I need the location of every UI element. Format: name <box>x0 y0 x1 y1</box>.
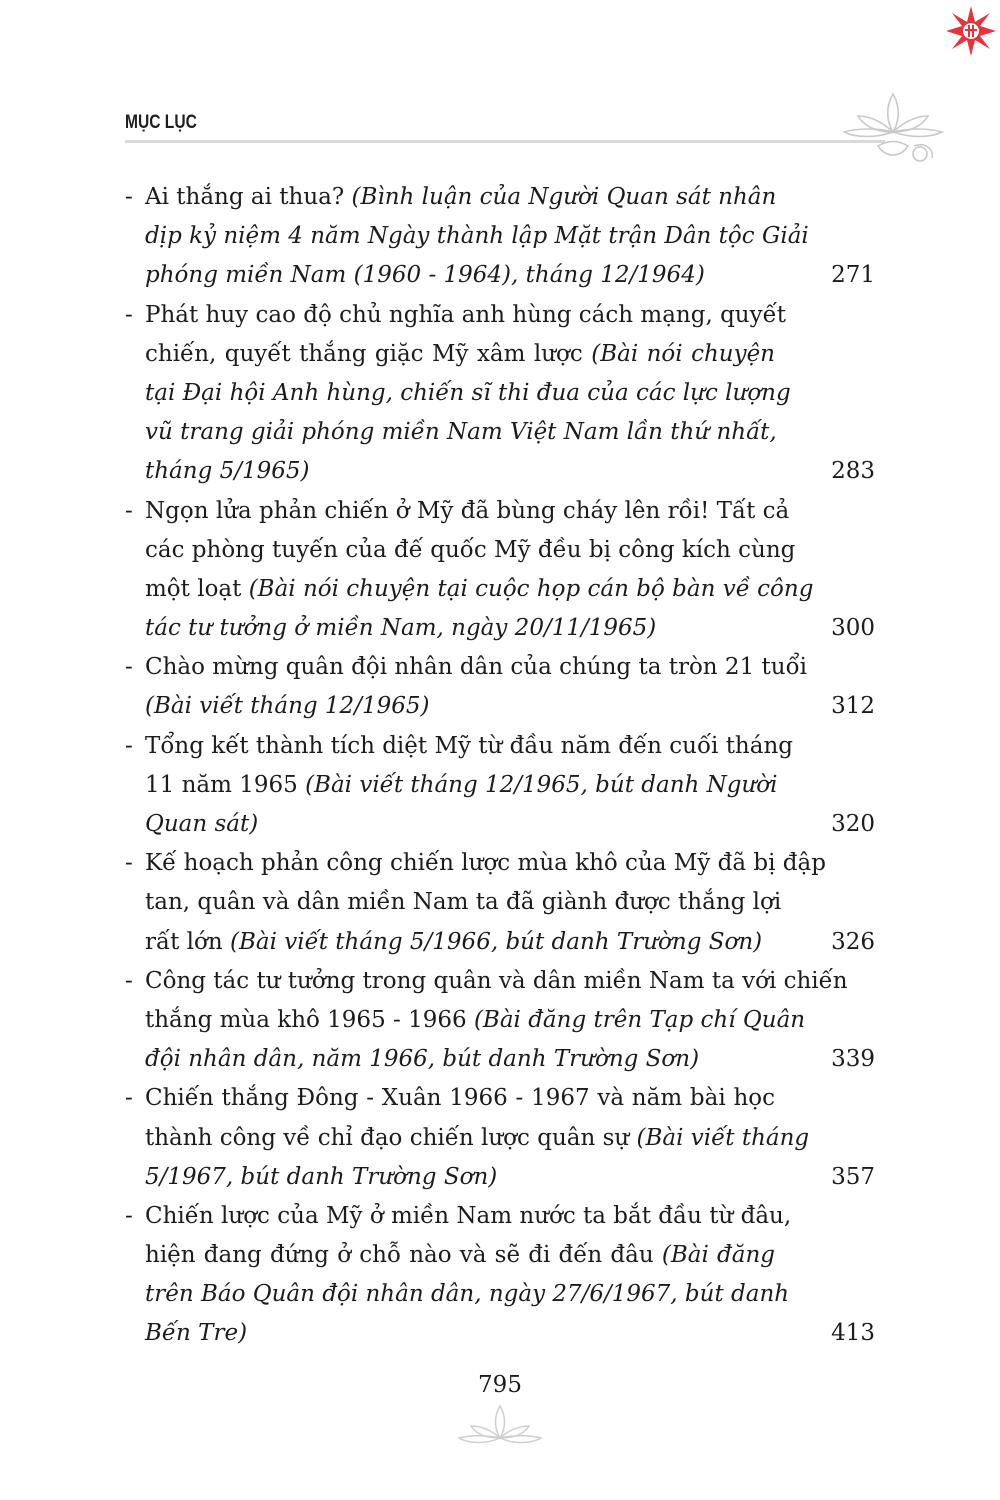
toc-entry-line <box>125 296 786 335</box>
entry-dash: - <box>125 967 133 994</box>
entry-source-text: (Bài viết tháng 12/1965) <box>145 693 430 720</box>
entry-source-text: (Bài nói chuyện tại cuộc họp cán bộ bàn về công <box>248 575 814 602</box>
toc-entry-line <box>125 648 807 687</box>
toc-entry-line <box>125 844 826 883</box>
entry-source-text: tác tư tưởng ở miền Nam, ngày 20/11/1965) <box>145 615 657 642</box>
entry-dash: - <box>125 850 133 877</box>
toc-entry <box>125 844 885 962</box>
toc-entry-line <box>125 531 796 570</box>
entry-title-text: Chào mừng quân đội nhân dân của chúng ta tròn 21 tuổi <box>145 654 807 681</box>
entry-source-text: tại Đại hội Anh hùng, chiến sĩ thi đua của các lực lượng <box>145 379 791 406</box>
toc-entry-line <box>125 1119 810 1158</box>
entry-title-text: Ngọn lửa phản chiến ở Mỹ đã bùng cháy lên rồi! Tất cả <box>145 497 790 524</box>
entry-dash: - <box>125 301 133 328</box>
entry-page-number: 320 <box>831 811 875 837</box>
toc-entry-line <box>125 687 775 726</box>
entry-source-text: 5/1967, bút danh Trường Sơn) <box>145 1163 498 1190</box>
entry-source-text: (Bài đăng <box>661 1242 775 1269</box>
toc-entry-line <box>125 413 775 452</box>
entry-source-text: (Bài đăng trên Tạp chí Quân <box>473 1006 806 1033</box>
entry-page-number: 312 <box>831 693 875 720</box>
entry-title-text: hiện đang đứng ở chỗ nào và sẽ đi đến đâu <box>145 1242 662 1269</box>
entry-title-text: Phát huy cao độ chủ nghĩa anh hùng cách mạng, quyết <box>145 301 786 328</box>
toc-entry <box>125 492 885 649</box>
entry-source-text: (Bài viết tháng <box>636 1124 810 1151</box>
entry-page-number: 413 <box>831 1320 875 1347</box>
toc-entry <box>125 727 885 845</box>
toc-entry-line <box>125 570 814 609</box>
entry-source-text: (Bình luận của Người Quan sát nhân <box>351 184 777 210</box>
toc-entry <box>125 178 885 296</box>
toc-entry-line <box>125 1275 790 1314</box>
entry-title-text: rất lớn <box>145 928 230 955</box>
entry-title-text: Chiến thắng Đông - Xuân 1966 - 1967 và năm bài học <box>145 1085 775 1112</box>
entry-source-text: vũ trang giải phóng miền Nam Việt Nam lần thứ nhất, <box>145 419 777 446</box>
entry-dash: - <box>125 497 133 524</box>
entry-source-text: tháng 5/1965) <box>145 458 310 485</box>
entry-title-text: Kế hoạch phản công chiến lược mùa khô của Mỹ đã bị đập <box>145 850 826 877</box>
entry-title-text: tan, quân và dân miền Nam ta đã giành được thắng lợi <box>145 889 782 916</box>
entry-title-text: Chiến lược của Mỹ ở miền Nam nước ta bắt đầu từ đâu, <box>145 1202 792 1229</box>
toc-entry-line <box>125 923 775 962</box>
page-number: 795 <box>478 1372 522 1398</box>
toc-entry-line <box>125 727 793 766</box>
entry-dash: - <box>125 184 133 210</box>
entry-title-text: Tổng kết thành tích diệt Mỹ từ đầu năm đến cuối tháng <box>145 732 793 759</box>
lotus-ornament-icon <box>838 86 948 172</box>
toc-entry-line <box>125 1040 775 1079</box>
toc-entry-line <box>125 766 778 805</box>
lotus-ornament-icon <box>455 1402 545 1452</box>
table-of-contents <box>125 178 885 1354</box>
entry-page-number: 357 <box>831 1163 875 1190</box>
entry-page-number: 326 <box>831 928 875 955</box>
toc-entry-line <box>125 1197 792 1236</box>
entry-source-text: (Bài viết tháng 12/1965, bút danh Người <box>305 771 778 798</box>
entry-title-text: 11 năm 1965 <box>145 771 306 798</box>
toc-entry <box>125 296 885 492</box>
toc-entry-line <box>125 178 775 217</box>
entry-source-text: Bến Tre) <box>145 1320 248 1347</box>
entry-source-text: phóng miền Nam (1960 - 1964), tháng 12/1964) <box>145 262 705 289</box>
toc-entry-line <box>125 609 775 648</box>
toc-entry <box>125 962 885 1080</box>
toc-entry-line <box>125 1158 775 1197</box>
toc-entry-line <box>125 805 775 844</box>
entry-title-text: thành công về chỉ đạo chiến lược quân sự <box>145 1124 637 1151</box>
entry-title-text: một loạt <box>145 575 249 602</box>
entry-page-number: 271 <box>831 262 875 289</box>
entry-title-text: thắng mùa khô 1965 - 1966 <box>145 1006 474 1033</box>
entry-dash: - <box>125 732 133 759</box>
toc-entry <box>125 1079 885 1197</box>
toc-entry <box>125 1197 885 1354</box>
entry-page-number: 339 <box>831 1046 875 1073</box>
entry-page-number: 300 <box>831 615 875 642</box>
entry-page-number: 283 <box>831 458 875 485</box>
toc-entry-line <box>125 962 848 1001</box>
toc-entry-line <box>125 1236 775 1275</box>
header-divider <box>125 140 885 143</box>
publisher-logo-icon <box>944 4 998 58</box>
entry-source-text: Quan sát) <box>145 811 259 837</box>
entry-source-text: (Bài viết tháng 5/1966, bút danh Trường Sơn) <box>229 928 763 955</box>
entry-dash: - <box>125 1202 133 1229</box>
toc-entry-line <box>125 374 791 413</box>
toc-entry-line <box>125 256 775 295</box>
page-header-title: MỤC LỤC <box>125 112 197 133</box>
toc-entry-line <box>125 452 775 491</box>
entry-title-text: Công tác tư tưởng trong quân và dân miền Nam ta với chiến <box>145 967 848 994</box>
entry-title-text: chiến, quyết thắng giặc Mỹ xâm lược <box>145 340 592 367</box>
toc-entry-line <box>125 492 790 531</box>
entry-dash: - <box>125 654 133 681</box>
toc-entry-line <box>125 1079 775 1118</box>
entry-dash: - <box>125 1085 133 1112</box>
entry-title-text: các phòng tuyến của đế quốc Mỹ đều bị công kích cùng <box>145 536 796 563</box>
entry-source-text: dịp kỷ niệm 4 năm Ngày thành lập Mặt trận Dân tộc Giải <box>145 223 809 250</box>
toc-entry-line <box>125 335 775 374</box>
toc-entry-line <box>125 883 782 922</box>
entry-source-text: (Bài nói chuyện <box>591 340 775 367</box>
toc-entry-line <box>125 1314 775 1353</box>
toc-entry-line <box>125 217 809 256</box>
toc-entry <box>125 648 885 726</box>
entry-source-text: đội nhân dân, năm 1966, bút danh Trường Sơn) <box>145 1046 700 1073</box>
entry-source-text: trên Báo Quân đội nhân dân, ngày 27/6/1967, bút danh <box>145 1281 790 1308</box>
toc-entry-line <box>125 1001 806 1040</box>
entry-title-text: Ai thắng ai thua? <box>145 184 352 210</box>
